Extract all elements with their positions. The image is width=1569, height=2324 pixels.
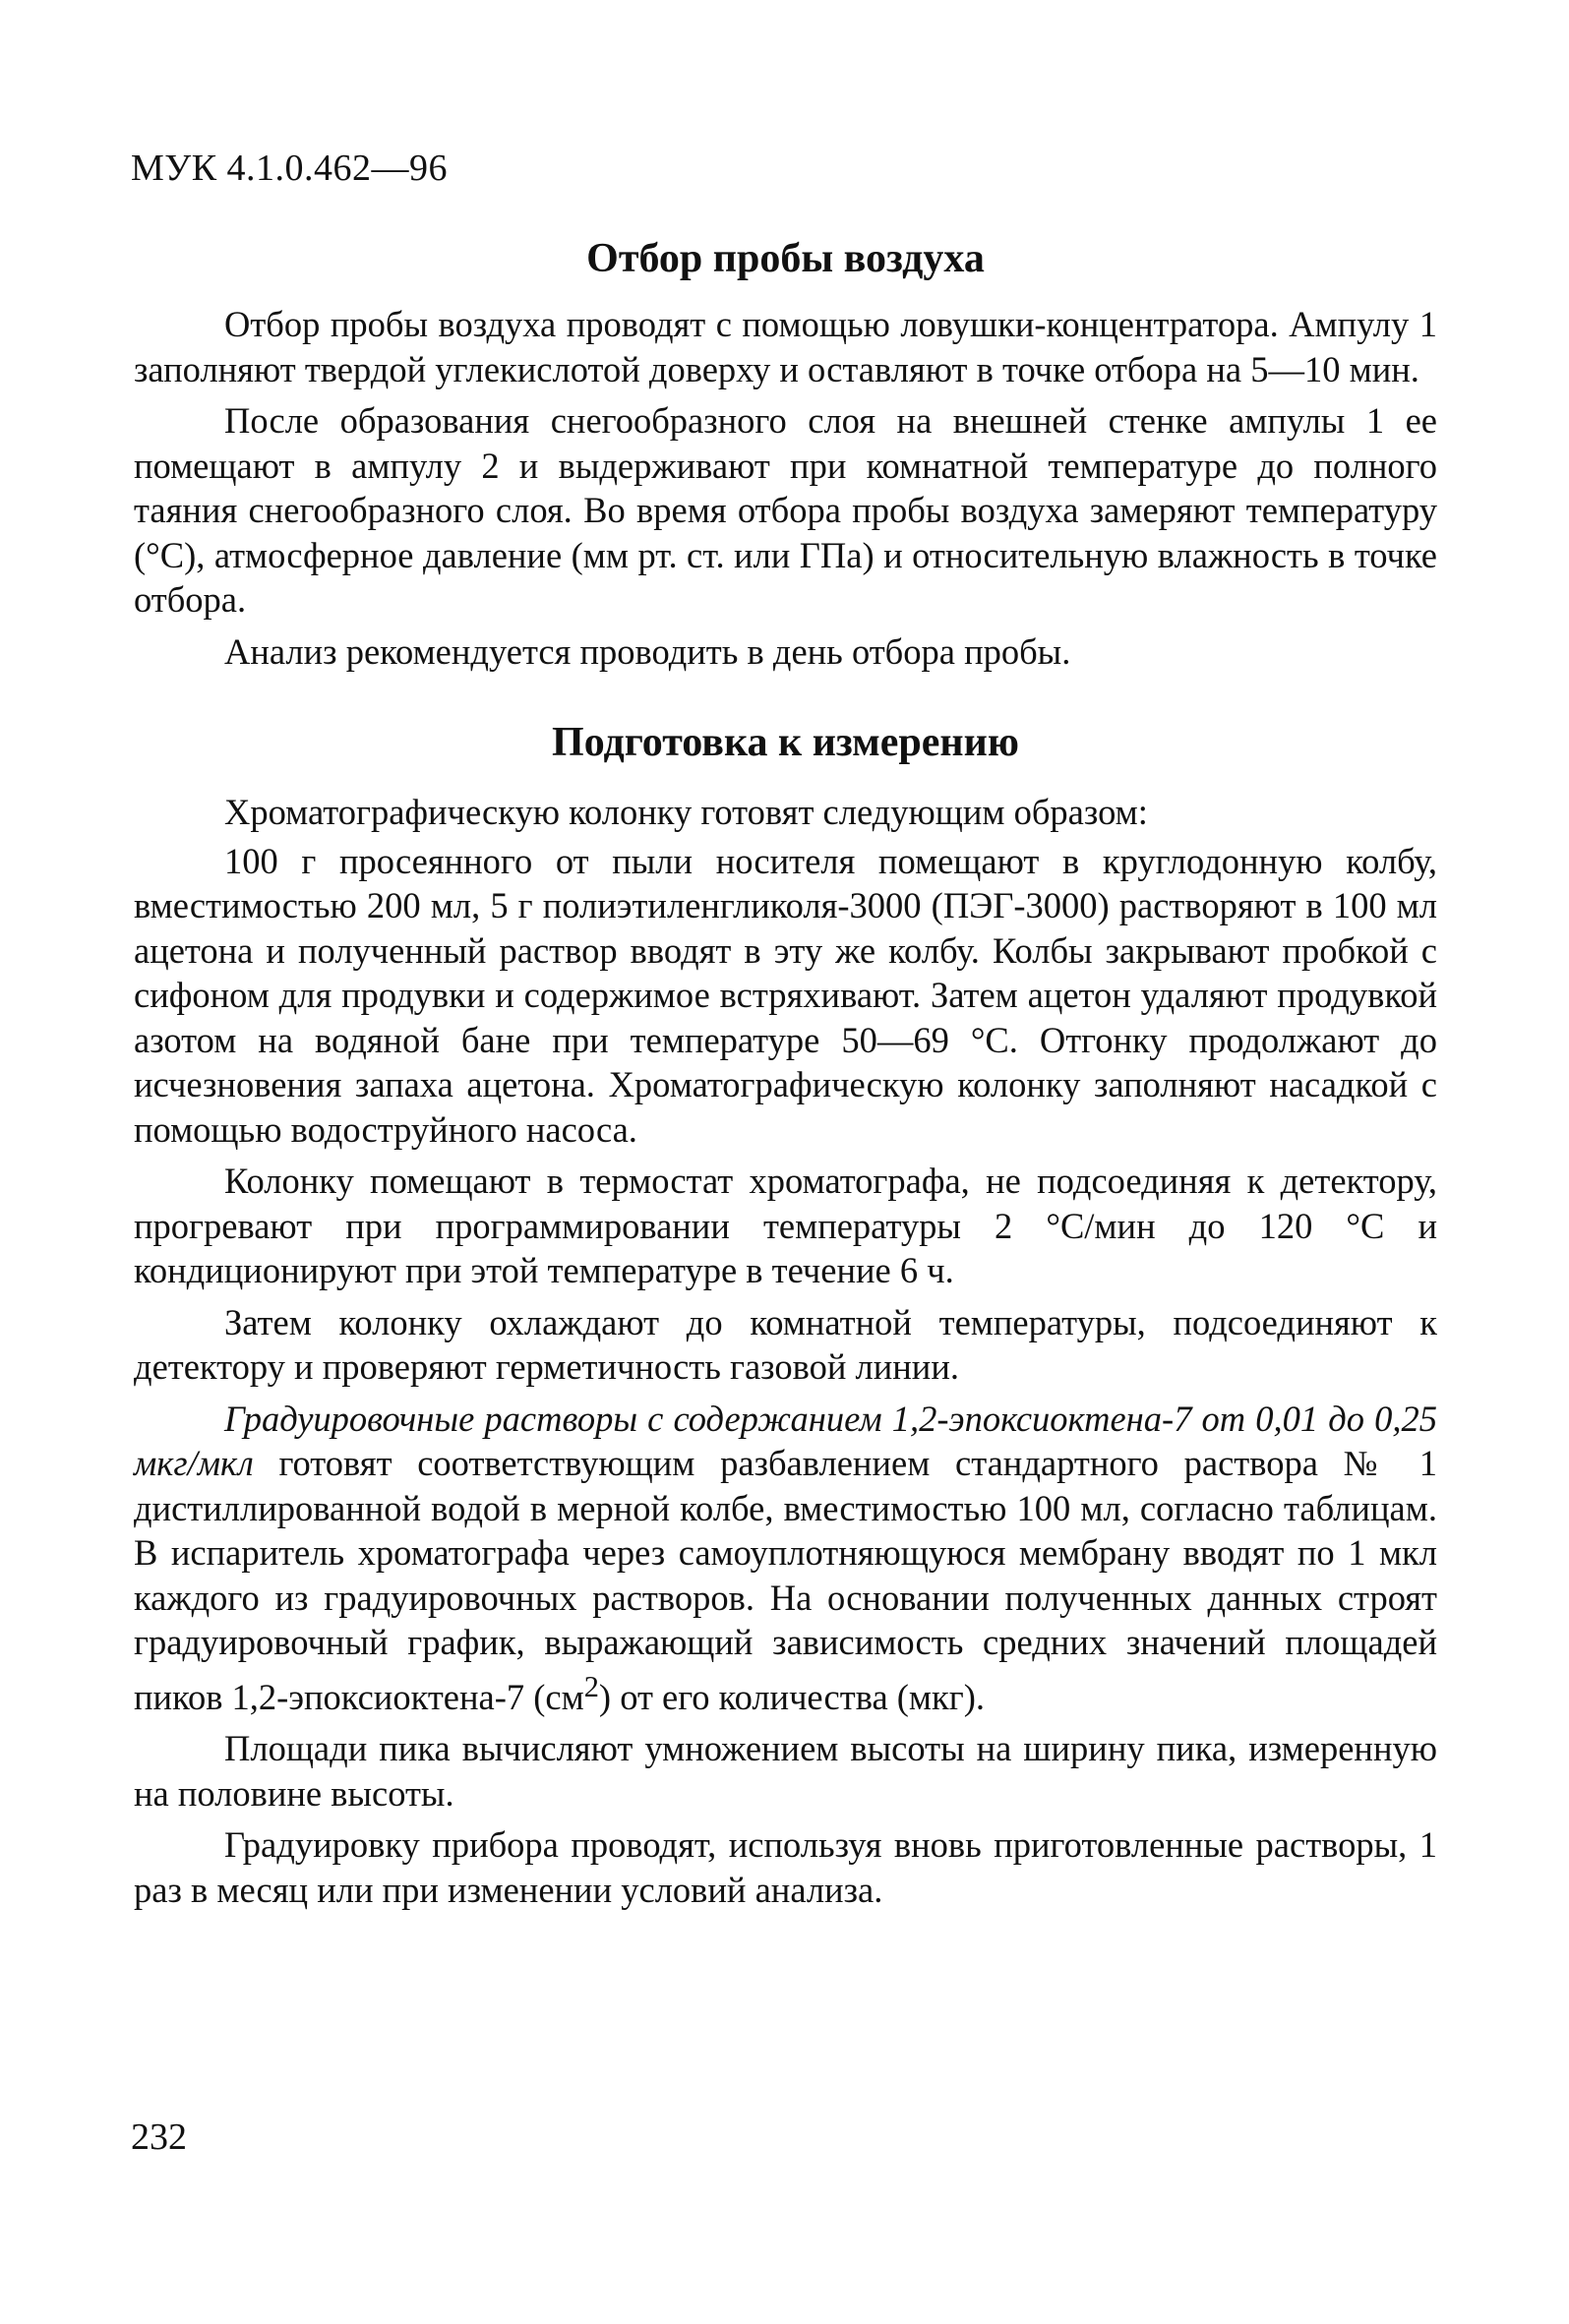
section-heading-preparation: Подготовка к измерению bbox=[552, 720, 1019, 765]
paragraph-preparation-3: Колонку помещают в термостат хроматографа, не подсоединяя к детектору, прогревают при программировании температуры 2 °С/мин до 120 °С и кондиционируют при этой температуре в течение 6 ч. bbox=[134, 1161, 1437, 1290]
paragraph-preparation-1: Хроматографическую колонку готовят следующим образом: bbox=[224, 792, 1148, 832]
paragraph-air-sampling-2: После образования снегообразного слоя на внешней стенке ампулы 1 ее помещают в ампулу 2 и выдерживают при комнатной температуре до полного таяния снегообразного слоя. Во время отбора пробы воздуха замеряют температуру (°С), атмосферное давление (мм рт. ст. или ГПа) и относительную влажность в точке отбора. bbox=[134, 400, 1437, 620]
paragraph-calibration-schedule: Градуировку прибора проводят, используя вновь приготовленные растворы, 1 раз в месяц или при изменении условий анализа. bbox=[134, 1824, 1437, 1910]
document-code-header: МУК 4.1.0.462—96 bbox=[131, 148, 449, 189]
calibration-text-end: ) от его количества (мкг). bbox=[598, 1676, 986, 1717]
page-number: 232 bbox=[131, 2116, 187, 2158]
section-heading-air-sampling: Отбор пробы воздуха bbox=[586, 236, 985, 281]
calibration-italic-lead: Градуировочные растворы с содержанием 1,2-эпоксиоктена-7 от 0,01 до 0,25 мкг/мкл bbox=[134, 1398, 1437, 1483]
paragraph-air-sampling-1: Отбор пробы воздуха проводят с помощью ловушки-концентратора. Ампулу 1 заполняют твердой углекислотой доверху и оставляют в точке отбора на 5—10 мин. bbox=[134, 304, 1437, 389]
paragraph-preparation-4: Затем колонку охлаждают до комнатной температуры, подсоединяют к детектору и проверяют герметичность газовой линии. bbox=[134, 1301, 1437, 1387]
calibration-text: готовят соответствующим разбавлением стандартного раствора № 1 дистиллированной водой в мерной колбе, вместимостью 100 мл, согласно таблицам. В испаритель хроматографа через самоуплотняющуюся мембрану вводят по 1 мкл каждого из градуировочных растворов. На основании полученных данных строят градуировочный график, выражающий зависимость средних значений площадей пиков 1,2-эпоксиоктена-7 (см bbox=[134, 1443, 1437, 1717]
document-body bbox=[134, 231, 1437, 1919]
paragraph-preparation-2: 100 г просеянного от пыли носителя помещают в круглодонную колбу, вместимостью 200 мл, 5 г полиэтиленгликоля-3000 (ПЭГ-3000) растворяют в 100 мл ацетона и полученный раствор вводят в эту же колбу. Колбы закрывают пробкой с сифоном для продувки и содержимое встряхивают. Затем ацетон удаляют продувкой азотом на водяной бане при температуре 50—69 °С. Отгонку продолжают до исчезновения запаха ацетона. Хроматографическую колонку заполняют насадкой с помощью водоструйного насоса. bbox=[134, 840, 1437, 1150]
paragraph-calibration-solutions bbox=[134, 1397, 1437, 1720]
paragraph-peak-area: Площади пика вычисляют умножением высоты на ширину пика, измеренную на половине высоты. bbox=[134, 1728, 1437, 1814]
calibration-superscript: 2 bbox=[583, 1669, 599, 1703]
paragraph-air-sampling-3: Анализ рекомендуется проводить в день отбора пробы. bbox=[224, 630, 1071, 672]
